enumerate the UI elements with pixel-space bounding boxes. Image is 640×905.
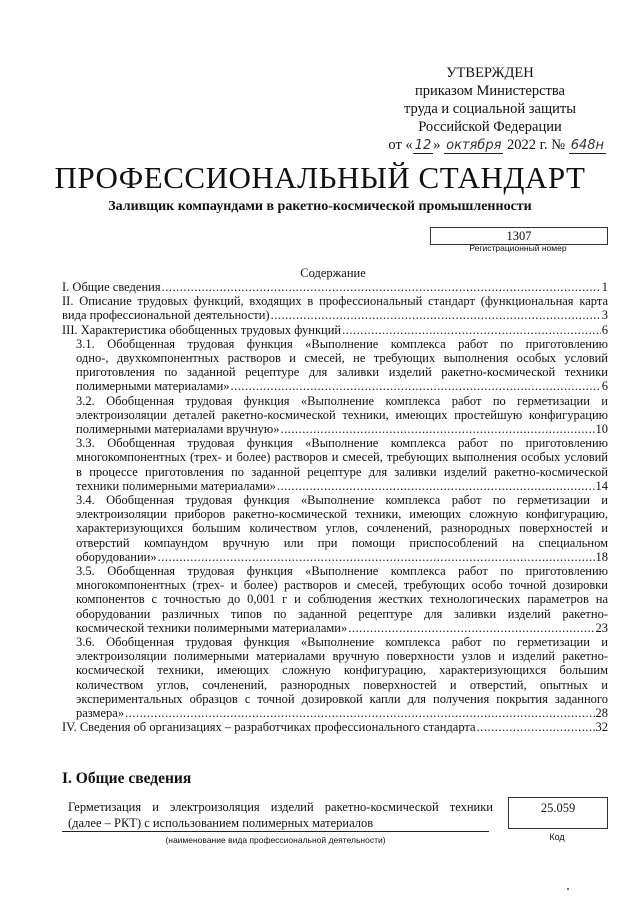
table-of-contents — [62, 280, 608, 735]
activity-code-box: 25.059 — [508, 797, 608, 829]
toc-leader-dots — [342, 323, 601, 337]
toc-page-number: 14 — [595, 478, 608, 493]
toc-entry-text: экспериментальных образцов с точной дозировкой капли для получения покрытия заданного — [76, 691, 608, 706]
toc-page-number: 6 — [601, 379, 608, 394]
handwritten-day: 12 — [414, 138, 432, 153]
toc-entry[interactable] — [62, 720, 608, 734]
toc-entry-text: 3.4. Обобщенная трудовая функция «Выполнение комплекса работ по герметизации и — [76, 493, 608, 508]
toc-entry-text: 3.6. Обобщенная трудовая функция «Выполнение комплекса работ по герметизации и — [76, 635, 608, 650]
activity-kind-line: (далее – РКТ) с использованием полимерных материалов — [68, 816, 374, 830]
date-quote: » — [433, 137, 441, 153]
activity-kind-caption: (наименование вида профессиональной деятельности) — [165, 835, 386, 845]
toc-page-number: 32 — [595, 720, 608, 735]
toc-entry-text: космической техники полимерными материалами» — [76, 620, 348, 635]
approval-line: Российской Федерации — [418, 119, 562, 135]
handwritten-order-number: 648н — [570, 138, 604, 153]
toc-subentry[interactable] — [76, 394, 608, 437]
toc-entry-text: многокомпонентных (трех- и более) растворов и смесей, требующих выполнения особых условий — [76, 450, 608, 465]
approval-date-line — [372, 136, 608, 155]
toc-entry-text: одно-, двухкомпонентных растворов и смесей, не требующих выполнения особых условий — [76, 351, 608, 366]
toc-leader-dots — [277, 479, 595, 493]
toc-entry-text: электроизоляции полимерными материалами вручную поверхности узлов и изделий ракетно- — [76, 649, 608, 664]
toc-entry-text: II. Описание трудовых функций, входящих в профессиональный стандарт (функциональная карта — [62, 294, 608, 309]
approval-stamp — [372, 64, 608, 155]
registration-number-caption: Регистрационный номер — [469, 243, 567, 253]
scan-speck — [567, 888, 569, 890]
toc-entry-text: электроизоляции деталей ракетно-космической техники, имеющих простейшую конфигурацию — [76, 407, 608, 422]
toc-entry-text: 3.2. Обобщенная трудовая функция «Выполнение комплекса работ по герметизации и — [76, 393, 608, 408]
handwritten-month: октября — [446, 138, 502, 153]
toc-subentry[interactable] — [76, 564, 608, 635]
toc-page-number: 10 — [595, 422, 608, 437]
toc-page-number: 23 — [595, 620, 608, 635]
toc-leader-dots — [348, 621, 594, 635]
toc-subentry[interactable] — [76, 337, 608, 394]
approval-line: УТВЕРЖДЕН — [446, 65, 534, 81]
toc-leader-dots — [477, 720, 595, 734]
toc-entry-text: многокомпонентных (трех- и более) растворов и смесей, требующих особо точной дозировки — [76, 578, 608, 593]
toc-entry-text: характеризующихся большим количеством углов, сочленений, разнородных поверхностей и — [76, 521, 608, 536]
toc-entry-text: электроизоляции приборов ракетно-космической техники, имеющих сложную конфигурацию, — [76, 507, 608, 522]
document-title: ПРОФЕССИОНАЛЬНЫЙ СТАНДАРТ — [54, 160, 586, 195]
toc-entry-text: III. Характеристика обобщенных трудовых функций — [62, 322, 342, 337]
toc-entry-text: размера» — [76, 706, 125, 721]
toc-subentry[interactable] — [76, 493, 608, 564]
activity-code-caption: Код — [549, 832, 565, 842]
toc-entry-text: IV. Сведения об организациях – разработчиках профессионального стандарта — [62, 720, 476, 735]
toc-entry-text: полимерными материалами» — [76, 379, 230, 394]
toc-page-number: 18 — [595, 549, 608, 564]
toc-entry-text: оборудовании различных типов по заданной рецептуре для заливки изделий ракетно- — [76, 606, 608, 621]
toc-entry-text: I. Общие сведения — [62, 280, 161, 294]
toc-leader-dots — [271, 308, 601, 322]
toc-entry-text: техники полимерными материалами» — [76, 478, 276, 493]
toc-entry-text: 3.1. Обобщенная трудовая функция «Выполнение комплекса работ по приготовлению — [76, 336, 608, 351]
toc-subentry[interactable] — [76, 635, 608, 720]
toc-entry-text: вида профессиональной деятельности) — [62, 308, 270, 323]
toc-entry-text: 3.3. Обобщенная трудовая функция «Выполнение комплекса работ по приготовлению — [76, 436, 608, 451]
registration-number-box: 1307 — [430, 227, 608, 245]
document-subtitle: Заливщик компаундами в ракетно-космической промышленности — [108, 199, 532, 214]
approval-line: труда и социальной защиты — [404, 101, 576, 117]
toc-subentry[interactable] — [76, 436, 608, 493]
toc-entry-text: отверстий компаундом вручную или при помощи приспособлений на специальном — [76, 535, 608, 550]
toc-entry-text: оборудовании» — [76, 549, 157, 564]
toc-leader-dots — [125, 706, 594, 720]
activity-kind-name — [68, 799, 493, 831]
toc-entry[interactable] — [62, 323, 608, 337]
section-heading: I. Общие сведения — [62, 770, 192, 787]
toc-entry-text: компонентов с точностью до 0,001 г и соблюдения жестких технологических параметров на — [76, 592, 608, 607]
toc-entry-text: количеством углов, сочленений, разнородных поверхностей и отверстий, опытных и — [76, 677, 608, 692]
toc-entry-text: приготовления по заданной рецептуре для заливки изделий ракетно-космической техники — [76, 365, 608, 380]
toc-page-number: 6 — [601, 322, 608, 337]
approval-line: приказом Министерства — [415, 83, 565, 99]
activity-kind-line: Герметизация и электроизоляция изделий ракетно-космической техники — [68, 800, 493, 814]
toc-entry[interactable] — [62, 280, 608, 294]
toc-page-number: 28 — [595, 706, 608, 721]
toc-leader-dots — [158, 550, 595, 564]
toc-leader-dots — [231, 379, 601, 393]
date-prefix: от « — [388, 137, 413, 153]
toc-heading: Содержание — [300, 266, 366, 280]
toc-leader-dots — [280, 422, 594, 436]
toc-leader-dots — [162, 280, 601, 294]
toc-entry[interactable] — [62, 294, 608, 322]
toc-entry-text: в процессе приготовления по заданной рецептуре для заливки изделий ракетно-космической — [76, 464, 608, 479]
toc-page-number: 1 — [601, 280, 608, 294]
toc-entry-text: полимерными материалами вручную» — [76, 422, 280, 437]
date-year: 2022 г. № — [507, 137, 566, 153]
toc-entry-text: 3.5. Обобщенная трудовая функция «Выполнение комплекса работ по приготовлению — [76, 564, 608, 579]
activity-kind-underline — [62, 831, 489, 832]
toc-entry-text: космической техники, имеющих сложную конфигурацию, характеризующихся большим — [76, 663, 608, 678]
toc-page-number: 3 — [601, 308, 608, 323]
